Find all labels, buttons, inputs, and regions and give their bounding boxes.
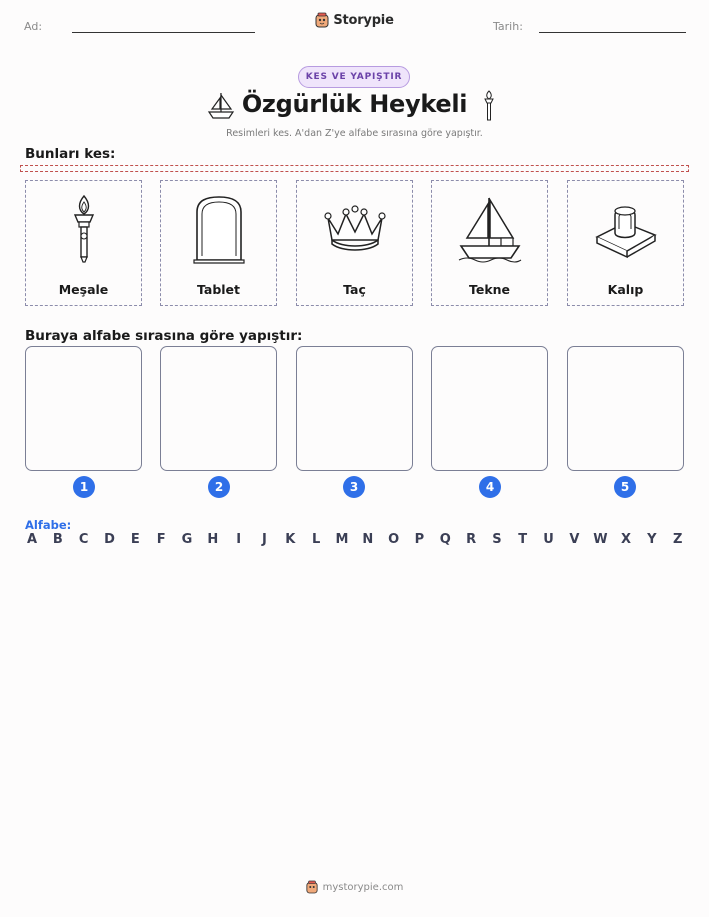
date-line[interactable]	[539, 32, 686, 33]
alphabet-letter: F	[156, 532, 166, 547]
slot-number-4: 4	[479, 476, 501, 498]
cut-card-torch[interactable]	[25, 180, 142, 306]
card-label: Taç	[343, 282, 366, 297]
alphabet-letter: W	[593, 532, 608, 547]
pedestal-icon	[568, 189, 683, 269]
activity-badge: KES VE YAPIŞTIR	[298, 66, 410, 88]
alphabet-letter: U	[543, 532, 554, 547]
torch-icon	[26, 189, 141, 269]
alphabet-letter: T	[518, 532, 528, 547]
alphabet-row	[25, 532, 685, 547]
crown-icon	[297, 189, 412, 269]
card-label: Tablet	[196, 282, 241, 297]
paste-heading: Buraya alfabe sırasına göre yapıştır:	[25, 328, 303, 344]
paste-box-4[interactable]	[431, 346, 548, 471]
instructions: Resimleri kes. A'dan Z'ye alfabe sırasına göre yapıştır.	[226, 128, 483, 139]
paste-box-3[interactable]	[296, 346, 413, 471]
alphabet-letter: J	[262, 532, 267, 547]
name-label: Ad:	[24, 20, 43, 33]
page-title: Özgürlük Heykeli	[241, 90, 468, 118]
cut-card-tablet[interactable]	[160, 180, 277, 306]
alphabet-letter: M	[335, 532, 349, 547]
alphabet-letter: P	[414, 532, 425, 547]
alphabet-letter: R	[466, 532, 477, 547]
alphabet-letter: Z	[672, 532, 683, 547]
cut-line	[20, 165, 689, 172]
torch-small-icon	[481, 89, 497, 127]
card-label: Kalıp	[607, 282, 644, 297]
cut-card-crown[interactable]	[296, 180, 413, 306]
alphabet-letter: D	[104, 532, 115, 547]
paste-box-5[interactable]	[567, 346, 684, 471]
tablet-icon	[161, 189, 276, 269]
alphabet-letter: Y	[647, 532, 657, 547]
storypie-mascot-icon	[306, 880, 318, 894]
alphabet-letter: N	[362, 532, 374, 547]
alphabet-letter: K	[285, 532, 296, 547]
date-label: Tarih:	[493, 20, 523, 33]
alphabet-letter: X	[621, 532, 632, 547]
brand-logo	[0, 12, 709, 28]
slot-number-3: 3	[343, 476, 365, 498]
alphabet-letter: C	[78, 532, 89, 547]
alphabet-letter: I	[236, 532, 242, 547]
brand-name: Storypie	[333, 12, 394, 28]
slot-number-2: 2	[208, 476, 230, 498]
alphabet-letter: Q	[439, 532, 451, 547]
alphabet-letter: S	[492, 532, 502, 547]
slot-number-1: 1	[73, 476, 95, 498]
footer	[0, 880, 709, 894]
alphabet-letter: G	[181, 532, 193, 547]
alphabet-letter: A	[26, 532, 38, 547]
boat-icon	[432, 189, 547, 269]
cut-card-pedestal[interactable]	[567, 180, 684, 306]
cut-card-boat[interactable]	[431, 180, 548, 306]
name-line[interactable]	[72, 32, 255, 33]
alphabet-letter: O	[388, 532, 400, 547]
alphabet-label: Alfabe:	[25, 518, 72, 532]
alphabet-letter: B	[52, 532, 63, 547]
paste-box-2[interactable]	[160, 346, 277, 471]
alphabet-letter: L	[311, 532, 321, 547]
paste-box-1[interactable]	[25, 346, 142, 471]
card-label: Tekne	[468, 282, 511, 297]
footer-url[interactable]: mystorypie.com	[322, 881, 404, 893]
alphabet-letter: E	[130, 532, 140, 547]
alphabet-letter: V	[569, 532, 580, 547]
alphabet-letter: H	[207, 532, 219, 547]
card-label: Meşale	[58, 282, 109, 297]
cut-heading: Bunları kes:	[25, 146, 116, 162]
slot-number-5: 5	[614, 476, 636, 498]
storypie-mascot-icon	[315, 12, 329, 28]
